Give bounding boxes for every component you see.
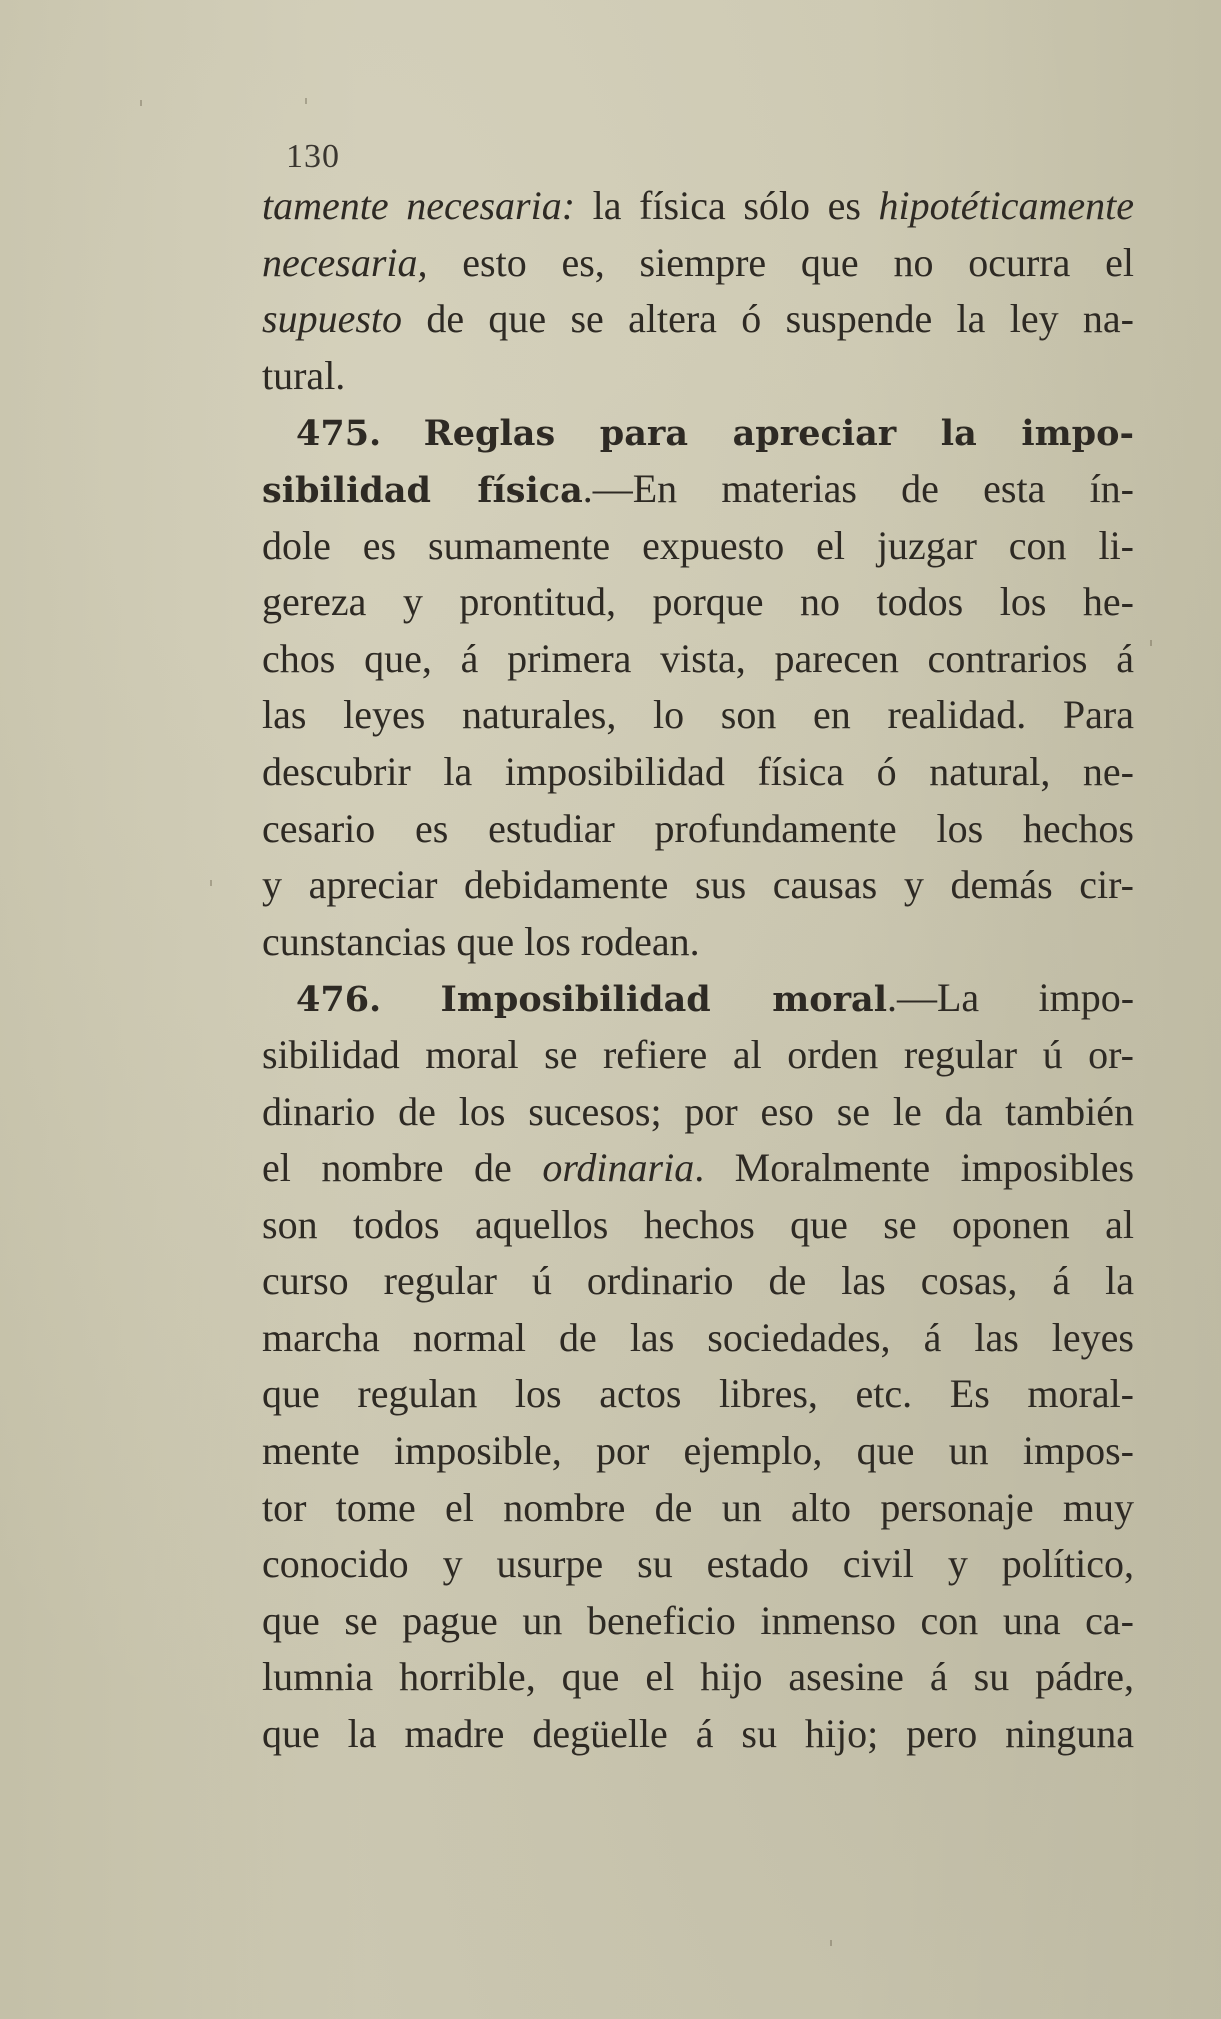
text-line	[262, 631, 1134, 688]
heading-text: Reglas para apreciar la impo-	[423, 413, 1135, 455]
text-line	[262, 914, 1134, 971]
text-segment: el nombre de	[262, 1145, 543, 1191]
text-segment: que se pague un beneficio inmenso con una ca-	[262, 1597, 1134, 1643]
paper-speck	[1150, 640, 1152, 646]
text-segment: gereza y prontitud, porque no todos los he-	[262, 579, 1134, 625]
paper-speck	[305, 98, 307, 104]
text-segment: cunstancias que los rodean.	[262, 918, 700, 964]
heading-text: Imposibilidad moral	[440, 979, 887, 1021]
text-segment: tural.	[262, 352, 346, 398]
text-segment: curso regular ú ordinario de las cosas, á la	[262, 1258, 1134, 1304]
italic-text: supuesto	[262, 296, 402, 342]
text-line	[262, 1593, 1134, 1650]
text-line	[262, 1649, 1134, 1706]
text-segment: esto es, siempre que no ocurra el	[427, 239, 1134, 285]
text-line	[262, 1140, 1134, 1197]
text-segment: la física sólo es	[575, 183, 879, 228]
text-line	[262, 404, 1134, 461]
text-segment	[381, 409, 423, 454]
text-line	[262, 801, 1134, 858]
text-segment: .—La impo-	[887, 975, 1135, 1021]
text-line	[262, 1366, 1134, 1423]
text-line	[262, 1253, 1134, 1310]
heading-text: 475.	[296, 413, 382, 455]
text-line	[262, 970, 1134, 1027]
text-line	[262, 1197, 1134, 1254]
text-line	[262, 291, 1134, 348]
text-line	[262, 1423, 1134, 1480]
heading-text: 476.	[296, 979, 382, 1021]
text-line	[262, 518, 1134, 575]
text-line	[262, 461, 1134, 518]
text-segment	[381, 975, 440, 1020]
text-line	[262, 1310, 1134, 1367]
text-segment: tor tome el nombre de un alto personaje muy	[262, 1484, 1134, 1530]
text-line	[262, 744, 1134, 801]
text-line	[262, 687, 1134, 744]
italic-text: ordinaria	[542, 1145, 695, 1191]
text-line	[262, 178, 1134, 235]
text-line	[262, 574, 1134, 631]
italic-text: hipotéticamente	[878, 183, 1134, 228]
text-segment: que regulan los actos libres, etc. Es moral-	[262, 1371, 1134, 1417]
paper-speck	[210, 880, 212, 886]
text-segment: de que se altera ó suspende la ley na-	[402, 296, 1134, 342]
text-line	[262, 1084, 1134, 1141]
text-line	[262, 1027, 1134, 1084]
text-segment: chos que, á primera vista, parecen contrarios á	[262, 635, 1134, 681]
text-line	[262, 857, 1134, 914]
text-segment: conocido y usurpe su estado civil y político,	[262, 1541, 1134, 1587]
text-segment: sibilidad moral se refiere al orden regular ú or-	[262, 1031, 1134, 1077]
text-segment: dinario de los sucesos; por eso se le da también	[262, 1088, 1134, 1134]
text-segment: lumnia horrible, que el hijo asesine á su pádre,	[262, 1654, 1134, 1700]
text-line	[262, 1706, 1134, 1763]
paper-speck	[140, 100, 142, 106]
text-segment: marcha normal de las sociedades, á las leyes	[262, 1314, 1134, 1360]
text-line	[262, 1480, 1134, 1537]
text-segment: dole es sumamente expuesto el juzgar con li-	[262, 522, 1134, 568]
text-line	[262, 235, 1134, 292]
italic-text: necesaria,	[262, 239, 428, 285]
text-segment: que la madre degüelle á su hijo; pero ninguna	[262, 1711, 1134, 1757]
paper-speck	[830, 1940, 832, 1946]
text-segment: son todos aquellos hechos que se oponen al	[262, 1201, 1134, 1247]
text-segment: y apreciar debidamente sus causas y demás cir-	[262, 862, 1134, 908]
text-segment: mente imposible, por ejemplo, que un impos-	[262, 1428, 1134, 1474]
body-text	[262, 178, 1134, 1763]
heading-text: sibilidad física	[262, 469, 583, 511]
text-segment: descubrir la imposibilidad física ó natural, ne-	[262, 748, 1134, 794]
text-line	[262, 348, 1134, 405]
text-segment: las leyes naturales, lo son en realidad. Para	[262, 692, 1134, 738]
text-segment: .—En materias de esta ín-	[582, 465, 1134, 511]
italic-text: tamente necesaria:	[262, 183, 576, 228]
text-segment: cesario es estudiar profundamente los hechos	[262, 805, 1134, 851]
text-segment: . Moralmente imposibles	[694, 1145, 1135, 1191]
text-line	[262, 1536, 1134, 1593]
page-number: 130	[286, 138, 340, 175]
